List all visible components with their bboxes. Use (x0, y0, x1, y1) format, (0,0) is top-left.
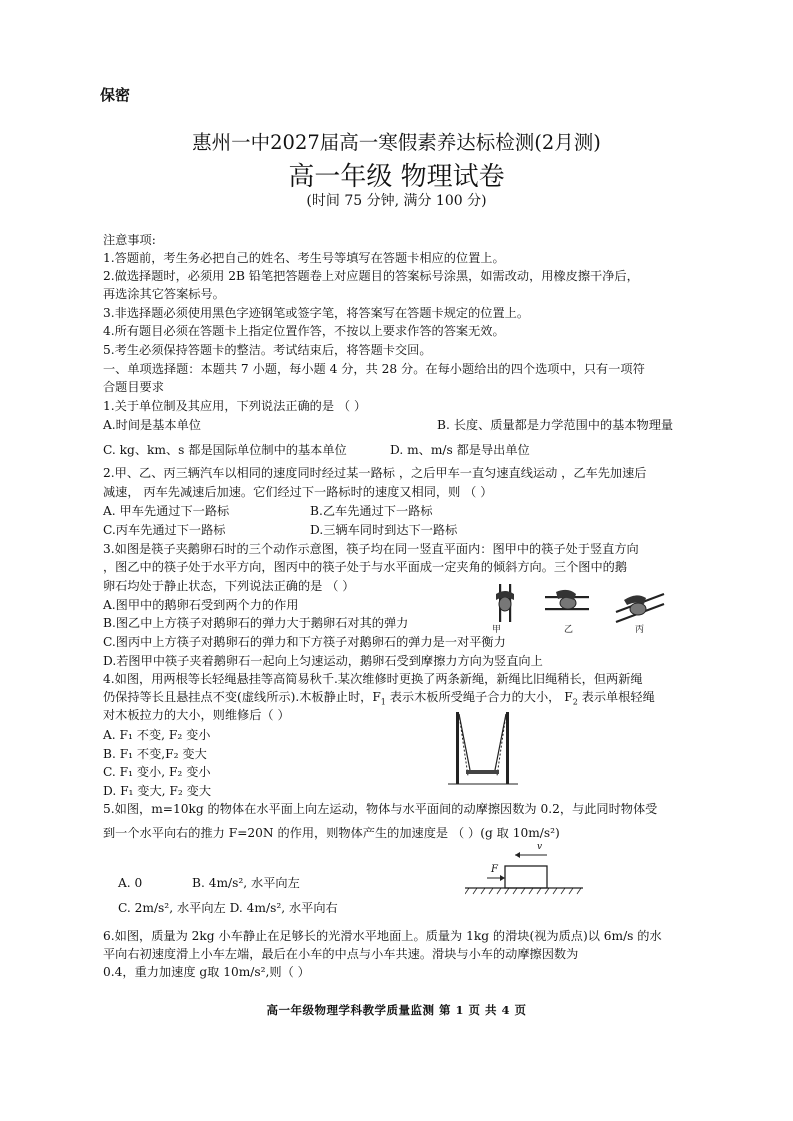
q5-option-cd: C. 2m/s², 水平向左 D. 4m/s², 水平向右 (118, 901, 338, 915)
q4-stem: 4.如图，用两根等长轻绳悬挂等高简易秋千.某次维修时更换了两条新绳，新绳比旧绳稍长，但两新绳 (103, 672, 643, 686)
fig-label-bing: 丙 (635, 625, 645, 635)
q2-option-b: B.乙车先通过下一路标 (310, 504, 433, 518)
q3-stem-cont: ，图乙中的筷子处于水平方向，图丙中的筷子处于与水平面成一定夹角的倾斜方向。三个图中的鹅 (103, 560, 628, 574)
note-2-cont: 再选涂其它答案标号。 (103, 287, 225, 301)
q1-option-a: A.时间是基本单位 (103, 418, 201, 432)
q3-stem-cont2: 卵石均处于静止状态，下列说法正确的是 （ ） (103, 579, 355, 593)
note-4: 4.所有题目必须在答题卡上指定位置作答，不按以上要求作答的答案无效。 (103, 324, 505, 338)
q1-option-b: B. 长度、质量都是力学范围中的基本物理量 (437, 418, 674, 432)
q4-option-d: D. F₁ 变大, F₂ 变大 (103, 784, 212, 798)
q4-option-b: B. F₁ 不变,F₂ 变大 (103, 747, 207, 761)
exam-duration: (时间 75 分钟, 满分 100 分) (306, 193, 487, 209)
q3-option-c: C.图丙中上方筷子对鹅卵石的弹力和下方筷子对鹅卵石的弹力是一对平衡力 (103, 635, 506, 649)
q3-option-a: A.图甲中的鹅卵石受到两个力的作用 (103, 598, 299, 612)
note-1: 1.答题前，考生务必把自己的姓名、考生号等填写在答题卡相应的位置上。 (103, 251, 505, 265)
q6-stem: 6.如图，质量为 2kg 小车静止在足够长的光滑水平地面上。质量为 1kg 的滑块(视为质点)以 6m/s 的水 (103, 929, 662, 943)
swing-figure (448, 710, 518, 785)
note-5: 5.考生必须保持答题卡的整洁。考试结束后，将答题卡交回。 (103, 343, 432, 357)
q4-stem-cont2: 对木板拉力的大小，则维修后（ ） (103, 708, 290, 722)
note-3: 3.非选择题必须使用黑色字迹钢笔或签字笔，将答案写在答题卡规定的位置上。 (103, 306, 530, 320)
page-footer: 高一年级物理学科教学质量监测 第 1 页 共 4 页 (266, 1003, 527, 1017)
q5-stem: 5.如图，m=10kg 的物体在水平面上向左运动，物体与水平面间的动摩擦因数为 0.2，与此同时物体受 (103, 802, 658, 816)
block-figure (465, 842, 585, 898)
q2-option-a: A. 甲车先通过下一路标 (103, 504, 230, 518)
q3-option-d: D.若图甲中筷子夹着鹅卵石一起向上匀速运动，鹅卵石受到摩擦力方向为竖直向上 (103, 654, 543, 668)
fig-label-jia: 甲 (492, 625, 502, 635)
notes-heading: 注意事项: (103, 233, 156, 247)
section-heading: 一、单项选择题：本题共 7 小题，每小题 4 分，共 28 分。在每小题给出的四个选项中，只有一项符 (103, 362, 645, 376)
q5-option-b: B. 4m/s², 水平向左 (192, 876, 300, 890)
q6-stem-cont2: 0.4，重力加速度 g取 10m/s²,则（ ） (103, 965, 310, 979)
q6-stem-cont: 平向右初速度滑上小车左端，最后在小车的中点与小车共速。滑块与小车的动摩擦因数为 (103, 947, 579, 961)
q4-option-a: A. F₁ 不变, F₂ 变小 (103, 728, 211, 742)
q2-option-d: D.三辆车同时到达下一路标 (310, 523, 458, 537)
q5-option-a: A. 0 (118, 876, 143, 890)
q1-stem: 1.关于单位制及其应用，下列说法正确的是 （ ） (103, 399, 367, 413)
q3-stem: 3.如图是筷子夹鹅卵石时的三个动作示意图，筷子均在同一竖直平面内：图甲中的筷子处于竖直方向 (103, 542, 639, 556)
exam-subtitle: 高一年级 物理试卷 (288, 162, 505, 192)
note-2: 2.做选择题时，必须用 2B 铅笔把答题卷上对应题目的答案标号涂黑，如需改动，用橡皮擦干净后， (103, 269, 639, 283)
exam-title: 惠州一中2027届高一寒假素养达标检测(2月测) (192, 131, 601, 154)
fig-label-yi: 乙 (564, 625, 574, 635)
q1-option-c: C. kg、km、s 都是国际单位制中的基本单位 (103, 443, 347, 457)
q2-stem-cont: 减速， 丙车先减速后加速。它们经过下一路标时的速度又相同，则 （ ） (103, 485, 493, 499)
q3-option-b: B.图乙中上方筷子对鹅卵石的弹力大于鹅卵石对其的弹力 (103, 616, 409, 630)
q2-option-c: C.丙车先通过下一路标 (103, 523, 226, 537)
q4-stem-cont: 仍保持等长且悬挂点不变(虚线所示).木板静止时，$F_1$ 表示木板所受绳子合力的大小， $F_2$ 表示单根轻绳 (103, 690, 655, 707)
chopsticks-figure (492, 582, 692, 634)
q4-option-c: C. F₁ 变小, F₂ 变小 (103, 765, 211, 779)
q2-stem: 2.甲、乙、丙三辆汽车以相同的速度同时经过某一路标 ，之后甲车一直匀速直线运动 ，乙车先加速后 (103, 466, 647, 480)
velocity-label: v (537, 842, 543, 852)
q5-stem-cont: 到一个水平向右的推力 F=20N 的作用，则物体产生的加速度是 （ ）(g 取 10m/s²) (103, 826, 560, 840)
q1-option-d: D. m、m/s 都是导出单位 (390, 443, 530, 457)
force-label: F (491, 864, 498, 875)
section-heading-cont: 合题目要求 (103, 380, 164, 394)
confidential-mark: 保密 (100, 86, 131, 104)
